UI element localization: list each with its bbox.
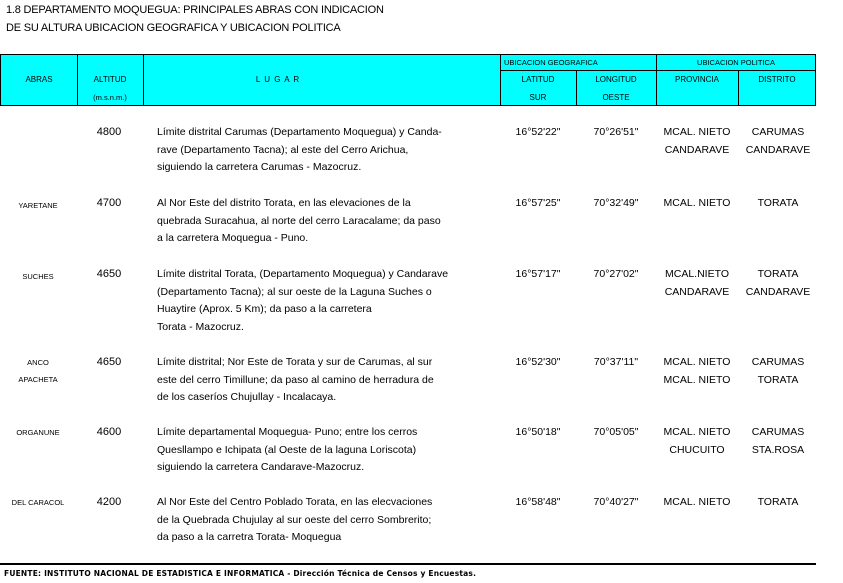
lugar-line: Al Nor Este del Centro Poblado Torata, en las elecvaciones: [157, 496, 433, 508]
distrito-value: TORATA: [757, 496, 799, 508]
header-longitud-sub: OESTE: [602, 93, 630, 102]
header-latitud: LATITUD: [521, 75, 555, 84]
altitud-value: 4650: [96, 268, 122, 280]
latitud-value: 16°52'30": [515, 356, 561, 368]
title-line-1: 1.8 DEPARTAMENTO MOQUEGUA: PRINCIPALES ABRAS CON INDICACION: [6, 4, 384, 16]
provincia-value: CANDARAVE: [664, 286, 730, 298]
header-altitud: ALTITUD: [93, 75, 127, 84]
provincia-value: MCAL. NIETO: [663, 374, 731, 386]
provincia-value: CHUCUITO: [669, 444, 725, 456]
title-line-2: DE SU ALTURA UBICACION GEOGRAFICA Y UBICACION POLITICA: [6, 22, 341, 34]
distrito-value: CARUMAS: [751, 126, 805, 138]
latitud-value: 16°52'22": [515, 126, 561, 138]
longitud-value: 70°26'51": [593, 126, 639, 138]
header-ubicacion-geografica: UBICACION GEOGRAFICA: [504, 58, 598, 67]
altitud-value: 4600: [96, 426, 122, 438]
header-latitud-sub: SUR: [529, 93, 547, 102]
distrito-value: TORATA: [757, 197, 799, 209]
longitud-value: 70°40'27": [593, 496, 639, 508]
latitud-value: 16°50'18": [515, 426, 561, 438]
longitud-value: 70°05'05": [593, 426, 639, 438]
latitud-value: 16°58'48": [515, 496, 561, 508]
lugar-line: Torata - Mazocruz.: [157, 320, 244, 333]
distrito-value: TORATA: [757, 374, 799, 386]
abra-name-line-2: ORGANUNE: [16, 428, 60, 437]
lugar-line: de los caseríos Chujullay - Incalacaya.: [157, 391, 337, 403]
header-distrito: DISTRITO: [758, 75, 796, 84]
distrito-value: TORATA: [757, 268, 799, 280]
abra-name-line-1: ANCO: [27, 358, 49, 367]
footer-rule: [0, 563, 816, 565]
lugar-line: Al Nor Este del distrito Torata, en las elevaciones de la: [157, 197, 411, 209]
altitud-value: 4200: [96, 496, 122, 508]
abra-name-line-2: APACHETA: [18, 375, 58, 384]
provincia-value: CANDARAVE: [664, 144, 730, 156]
distrito-value: CARUMAS: [751, 426, 805, 438]
provincia-value: MCAL. NIETO: [663, 126, 731, 138]
latitud-value: 16°57'17": [515, 268, 561, 280]
abra-name-line-2: DEL CARACOL: [11, 498, 65, 507]
longitud-value: 70°32'49": [593, 197, 639, 209]
lugar-line: Quesllampo e Ichipata (al Oeste de la laguna Loriscota): [157, 443, 417, 456]
header-abras: ABRAS: [25, 75, 53, 84]
lugar-line: (Departamento Tacna); al sur oeste de la Laguna Suches o: [157, 285, 432, 298]
lugar-line: Huaytire (Aprox. 5 Km); da paso a la carretera: [157, 303, 372, 315]
lugar-line: rave (Departamento Tacna); al este del Cerro Arichua,: [157, 143, 409, 156]
lugar-line: Límite distrital; Nor Este de Torata y sur de Carumas, al sur: [157, 356, 433, 368]
longitud-value: 70°37'11": [593, 356, 639, 368]
abra-name-line-2: YARETANE: [18, 201, 58, 210]
lugar-line: este del cerro Timillune; da paso al camino de herradura de: [157, 373, 434, 386]
abra-name-line-2: SUCHES: [22, 272, 54, 281]
header-provincia: PROVINCIA: [674, 75, 719, 84]
lugar-line: siguiendo la carretera Candarave-Mazocruz.: [157, 461, 365, 473]
longitud-value: 70°27'02": [593, 268, 639, 280]
distrito-value: CANDARAVE: [745, 144, 811, 156]
altitud-value: 4700: [96, 197, 122, 209]
lugar-line: a la carretera Moquegua - Puno.: [157, 232, 309, 244]
table-header: [0, 54, 816, 106]
distrito-value: STA.ROSA: [751, 444, 805, 456]
distrito-value: CARUMAS: [751, 356, 805, 368]
latitud-value: 16°57'25": [515, 197, 561, 209]
header-lugar: L U G A R: [255, 75, 301, 84]
lugar-line: da paso a la carretra Torata- Moquegua: [157, 531, 342, 543]
lugar-line: siguiendo la carretera Carumas - Mazocruz.: [157, 161, 362, 173]
header-ubicacion-politica: UBICACION POLITICA: [697, 58, 775, 67]
lugar-line: de la Quebrada Chujulay al sur oeste del cerro Sombrerito;: [157, 513, 432, 526]
header-longitud: LONGITUD: [595, 75, 637, 84]
source-note: FUENTE: INSTITUTO NACIONAL DE ESTADISTICA E INFORMATICA - Dirección Técnica de Censos y Encuestas.: [4, 569, 477, 578]
distrito-value: CANDARAVE: [745, 286, 811, 298]
lugar-line: Límite distrital Torata, (Departamento Moquegua) y Candarave: [157, 268, 449, 280]
header-altitud-unit: (m.s.n.m.): [93, 93, 127, 102]
altitud-value: 4800: [96, 126, 122, 138]
provincia-value: MCAL. NIETO: [663, 197, 731, 209]
provincia-value: MCAL.NIETO: [665, 268, 729, 280]
lugar-line: Límite departamental Moquegua- Puno; entre los cerros: [157, 426, 418, 438]
provincia-value: MCAL. NIETO: [663, 496, 731, 508]
provincia-value: MCAL. NIETO: [663, 426, 731, 438]
lugar-line: quebrada Suracahua, al norte del cerro Laracalame; da paso: [157, 214, 441, 227]
lugar-line: Límite distrital Carumas (Departamento Moquegua) y Canda-: [157, 126, 442, 138]
altitud-value: 4650: [96, 356, 122, 368]
provincia-value: MCAL. NIETO: [663, 356, 731, 368]
